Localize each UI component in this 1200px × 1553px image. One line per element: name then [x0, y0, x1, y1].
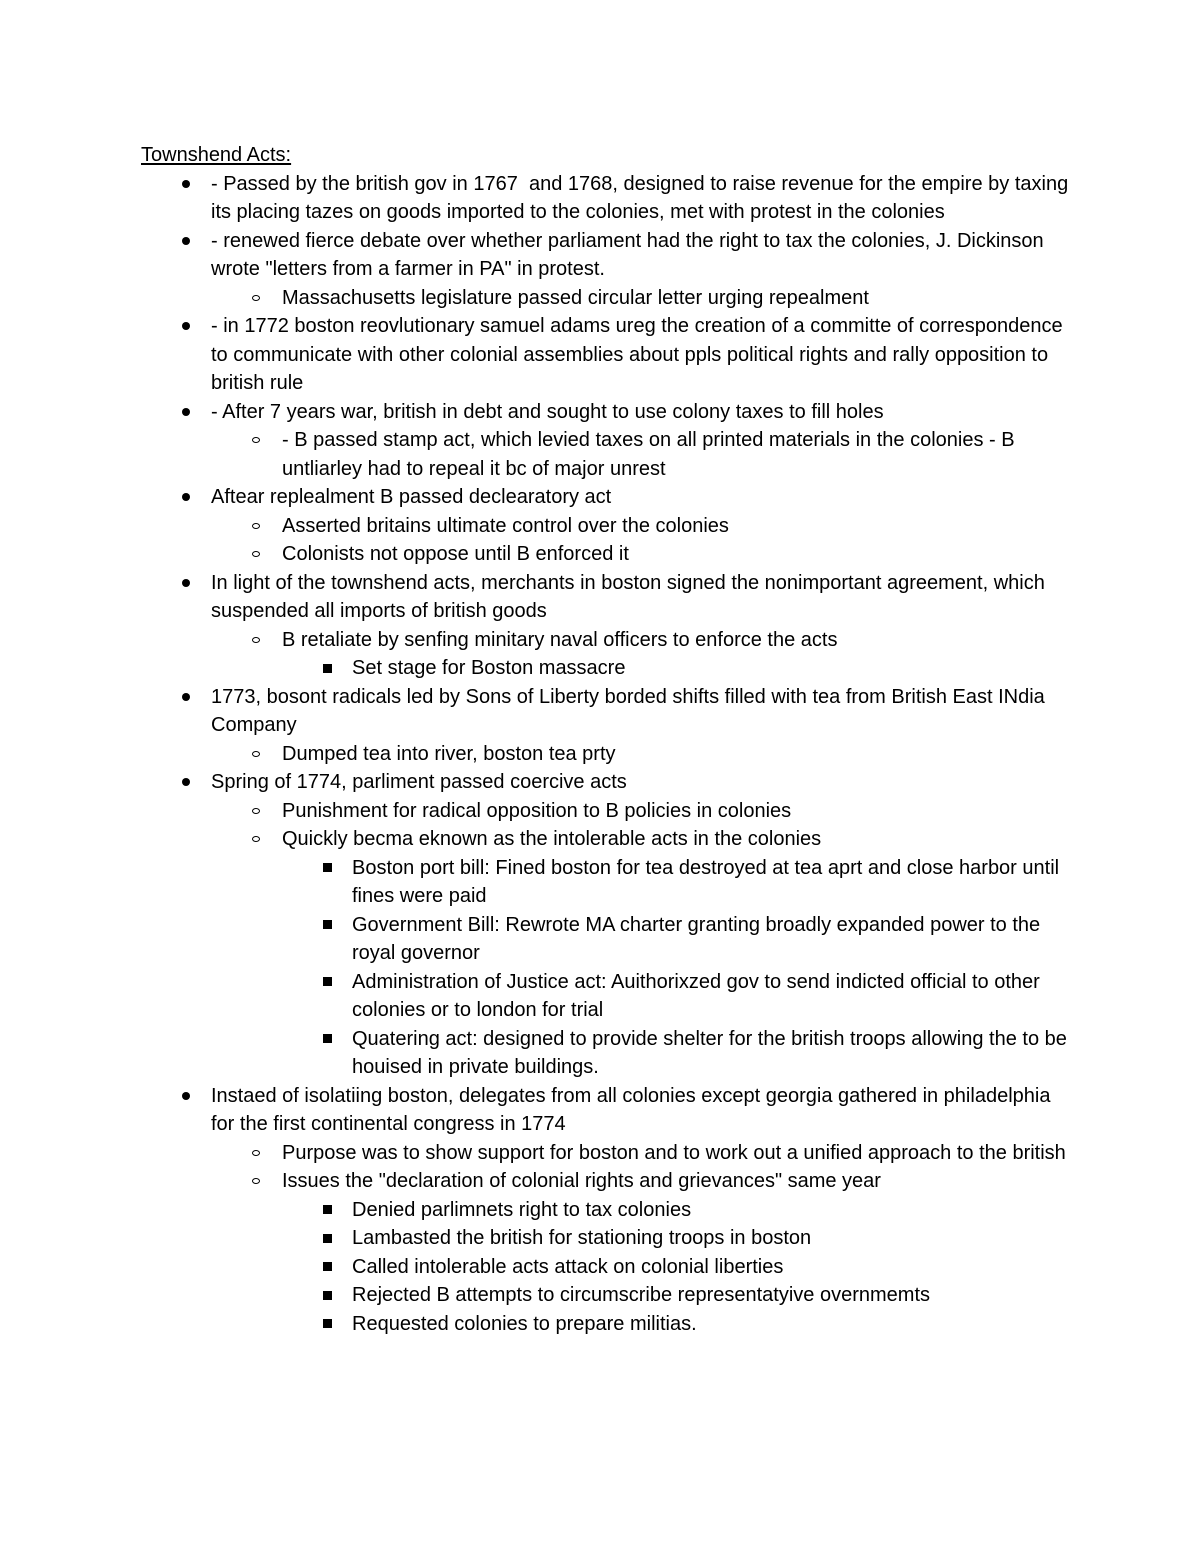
list-item-level-1	[141, 1082, 1071, 1139]
list-item-text: 1773, bosont radicals led by Sons of Liberty borded shifts filled with tea from British East INdia Company	[211, 685, 1051, 736]
list-item-text: Dumped tea into river, boston tea prty	[282, 742, 616, 765]
list-item-level-2	[141, 626, 1071, 655]
list-item-text: Administration of Justice act: Auithorixzed gov to send indicted official to other colonies or to london for trial	[352, 970, 1046, 1021]
bullet-square-icon	[320, 1025, 334, 1054]
list-item-level-2	[141, 512, 1071, 541]
list-item-level-3	[141, 1310, 1071, 1339]
list-item-level-1	[141, 569, 1071, 626]
list-item-text: - renewed fierce debate over whether parliament had the right to tax the colonies, J. Dickinson wrote "letters from a farmer in PA" in protest.	[211, 229, 1050, 280]
list-item-level-2	[141, 540, 1071, 569]
list-item-text: Called intolerable acts attack on colonial liberties	[352, 1255, 784, 1278]
list-item-level-1	[141, 227, 1071, 284]
list-item-level-1	[141, 683, 1071, 740]
list-item-text: Instaed of isolatiing boston, delegates from all colonies except georgia gathered in philadelphia for the first continental congress in 1774	[211, 1084, 1057, 1135]
bullet-square-icon	[320, 854, 334, 883]
bullet-square-icon	[320, 1224, 334, 1253]
bullet-circle-icon	[249, 825, 263, 854]
list-item-text: - in 1772 boston reovlutionary samuel adams ureg the creation of a committe of correspondence to communicate with other colonial assemblies about ppls political rights and rally opposition to british rule	[211, 315, 1069, 394]
list-item-level-3	[141, 1025, 1071, 1082]
bullet-square-icon	[320, 1310, 334, 1339]
list-item-text: Purpose was to show support for boston and to work out a unified approach to the british	[282, 1141, 1066, 1164]
bullet-square-icon	[320, 968, 334, 997]
list-item-level-3	[141, 911, 1071, 968]
bullet-disc-icon	[179, 398, 193, 427]
list-item-text: Rejected B attempts to circumscribe representatyive overnmemts	[352, 1284, 930, 1306]
document-page	[141, 141, 1074, 1338]
bullet-square-icon	[320, 1253, 334, 1282]
list-item-level-3	[141, 968, 1071, 1025]
list-item-level-3	[141, 1196, 1071, 1225]
list-item-level-3	[141, 854, 1071, 911]
list-item-level-2	[141, 740, 1071, 769]
list-item-text: Asserted britains ultimate control over the colonies	[282, 514, 729, 537]
list-item-level-2	[141, 426, 1071, 483]
list-item-level-1	[141, 170, 1074, 227]
bullet-disc-icon	[179, 768, 193, 797]
list-item-text: B retaliate by senfing minitary naval officers to enforce the acts	[282, 628, 838, 651]
list-item-text: Government Bill: Rewrote MA charter granting broadly expanded power to the royal governor	[352, 913, 1046, 964]
bullet-disc-icon	[179, 569, 193, 598]
list-item-text: Boston port bill: Fined boston for tea destroyed at tea aprt and close harbor until fines were paid	[352, 856, 1065, 907]
bullet-square-icon	[320, 654, 334, 683]
list-item-level-1	[141, 483, 1071, 512]
bullet-square-icon	[320, 1281, 334, 1310]
list-item-level-2	[141, 797, 1071, 826]
list-item-text: Quickly becma eknown as the intolerable acts in the colonies	[282, 828, 822, 850]
bullet-square-icon	[320, 911, 334, 940]
list-item-text: Spring of 1774, parliment passed coercive acts	[211, 771, 627, 793]
list-item-level-2	[141, 825, 1071, 854]
list-item-level-2	[141, 1139, 1071, 1168]
bullet-disc-icon	[179, 1082, 193, 1111]
list-item-level-1	[141, 398, 1071, 427]
list-item-level-1	[141, 768, 1071, 797]
list-item-text: Punishment for radical opposition to B policies in colonies	[282, 799, 792, 822]
list-item-text: - After 7 years war, british in debt and sought to use colony taxes to fill holes	[211, 400, 884, 423]
list-item-text: Massachusetts legislature passed circular letter urging repealment	[282, 286, 869, 309]
list-item-text: Aftear replealment B passed declearatory act	[211, 486, 612, 508]
bullet-circle-icon	[249, 284, 263, 313]
list-item-level-3	[141, 654, 1071, 683]
bullet-square-icon	[320, 1196, 334, 1225]
list-item-text: Denied parlimnets right to tax colonies	[352, 1198, 692, 1221]
bullet-circle-icon	[249, 512, 263, 541]
list-item-level-1	[141, 312, 1071, 398]
bullet-circle-icon	[249, 797, 263, 826]
list-item-text: Issues the "declaration of colonial rights and grievances" same year	[282, 1170, 881, 1192]
bullet-circle-icon	[249, 740, 263, 769]
list-item-text: Colonists not oppose until B enforced it	[282, 543, 629, 565]
list-item-level-2	[141, 284, 1071, 313]
list-item-level-3	[141, 1281, 1071, 1310]
bullet-disc-icon	[179, 312, 193, 341]
list-item-level-3	[141, 1253, 1071, 1282]
list-item-text: - B passed stamp act, which levied taxes on all printed materials in the colonies - B untliarley had to repeal it bc of major unrest	[282, 429, 1021, 480]
bullet-disc-icon	[179, 683, 193, 712]
bullet-circle-icon	[249, 426, 263, 455]
bullet-disc-icon	[179, 227, 193, 256]
bullet-circle-icon	[249, 540, 263, 569]
list-item-text: - Passed by the british gov in 1767 and 1768, designed to raise revenue for the empire by taxing its placing tazes on goods imported to the colonies, met with protest in the colonies	[211, 172, 1074, 223]
list-item-text: Requested colonies to prepare militias.	[352, 1312, 697, 1335]
document-title: Townshend Acts:	[141, 144, 292, 166]
list-item-text: Lambasted the british for stationing troops in boston	[352, 1227, 812, 1249]
bullet-circle-icon	[249, 1139, 263, 1168]
list-item-level-2	[141, 1167, 1071, 1196]
bullet-circle-icon	[249, 1167, 263, 1196]
bullet-disc-icon	[179, 170, 193, 199]
bullet-disc-icon	[179, 483, 193, 512]
notes-list	[141, 170, 1074, 1339]
list-item-text: Quatering act: designed to provide shelter for the british troops allowing the to be houised in private buildings.	[352, 1027, 1073, 1078]
list-item-text: Set stage for Boston massacre	[352, 657, 626, 679]
bullet-circle-icon	[249, 626, 263, 655]
list-item-level-3	[141, 1224, 1071, 1253]
list-item-text: In light of the townshend acts, merchants in boston signed the nonimportant agreement, which suspended all imports of british goods	[211, 571, 1051, 622]
